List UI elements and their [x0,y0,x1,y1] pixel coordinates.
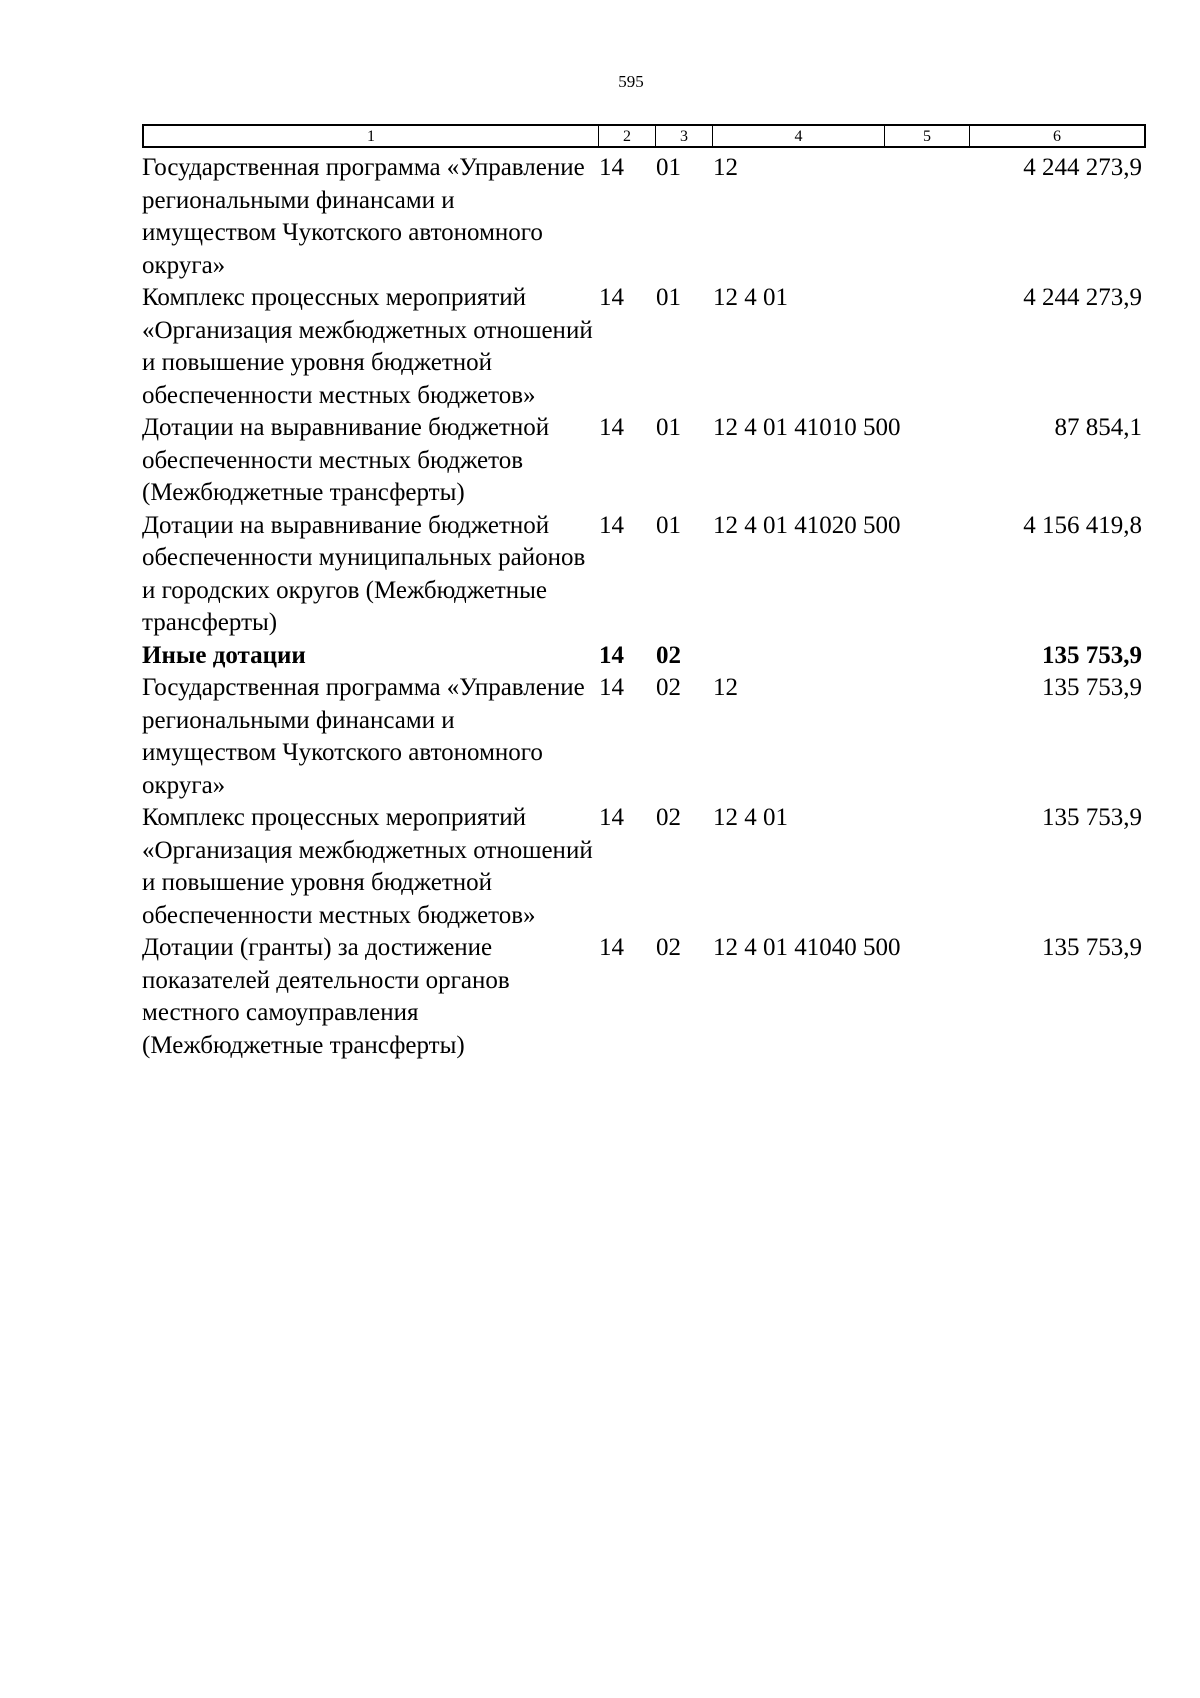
column-header-5: 5 [885,126,970,146]
row-col-5 [883,932,968,1062]
row-col-4: 12 4 01 [713,284,788,311]
row-amount: 135 753,9 [1042,641,1142,669]
row-col-4 [711,640,883,673]
column-header-1: 1 [144,126,599,146]
row-col-5 [883,640,968,673]
row-col-2: 14 [599,414,624,441]
row-col-4: 12 4 01 41040 500 [713,934,901,961]
row-col-2: 14 [599,511,624,539]
row-col-5 [883,282,968,412]
row-col-3: 02 [656,674,681,701]
row-col-5 [883,412,968,510]
table-row [142,672,1142,802]
column-header-2: 2 [599,126,656,146]
column-header-6: 6 [1053,128,1061,145]
row-col-3: 01 [656,284,681,311]
table-row [142,152,1142,282]
row-col-2: 14 [599,934,624,961]
table-row [142,282,1142,412]
row-col-4: 12 4 01 [713,804,788,831]
table-header [142,124,1146,148]
row-name: Дотации (гранты) за достижение показателей деятельности органов местного самоуправления (Межбюджетные трансферты) [142,934,510,1059]
row-col-5 [883,802,968,932]
row-col-2: 14 [599,641,624,669]
row-col-3: 01 [656,511,681,539]
table-row [142,640,1142,673]
table-row [142,412,1142,510]
row-col-5 [883,672,968,802]
row-col-5 [883,510,968,640]
row-amount: 4 244 273,9 [1023,154,1142,181]
column-header-3: 3 [656,126,713,146]
row-col-4: 12 4 01 41020 500 [713,511,901,539]
row-name: Государственная программа «Управление региональными финансами и имуществом Чукотского автономного округа» [142,674,585,799]
row-name: Комплекс процессных мероприятий «Организация межбюджетных отношений и повышение уровня бюджетной обеспеченности местных бюджетов» [142,284,593,409]
row-amount: 87 854,1 [1054,414,1142,441]
row-amount: 135 753,9 [1042,674,1142,701]
row-col-2: 14 [599,804,624,831]
page-number: 595 [618,72,644,91]
row-col-2: 14 [599,154,624,181]
row-col-5 [883,152,968,282]
row-col-3: 01 [656,154,681,181]
row-name: Иные дотации [142,641,306,669]
row-col-3: 02 [656,641,681,669]
row-col-4: 12 [713,154,738,181]
row-col-3: 02 [656,804,681,831]
row-amount: 135 753,9 [1042,934,1142,961]
row-amount: 135 753,9 [1042,804,1142,831]
row-name: Комплекс процессных мероприятий «Организация межбюджетных отношений и повышение уровня бюджетной обеспеченности местных бюджетов» [142,804,593,929]
row-col-2: 14 [599,284,624,311]
row-col-3: 01 [656,414,681,441]
row-name: Дотации на выравнивание бюджетной обеспеченности муниципальных районов и городских округов (Межбюджетные трансферты) [142,511,586,636]
row-name: Дотации на выравнивание бюджетной обеспеченности местных бюджетов (Межбюджетные трансферты) [142,414,550,506]
table-row [142,932,1142,1062]
column-header-4: 4 [713,126,885,146]
row-col-3: 02 [656,934,681,961]
table-row [142,510,1142,640]
row-col-4: 12 [713,674,738,701]
row-name: Государственная программа «Управление региональными финансами и имуществом Чукотского автономного округа» [142,154,585,279]
row-amount: 4 156 419,8 [1023,511,1142,539]
row-amount: 4 244 273,9 [1023,284,1142,311]
row-col-4: 12 4 01 41010 500 [713,414,901,441]
row-col-2: 14 [599,674,624,701]
table-row [142,802,1142,932]
table-body [142,152,1142,1062]
